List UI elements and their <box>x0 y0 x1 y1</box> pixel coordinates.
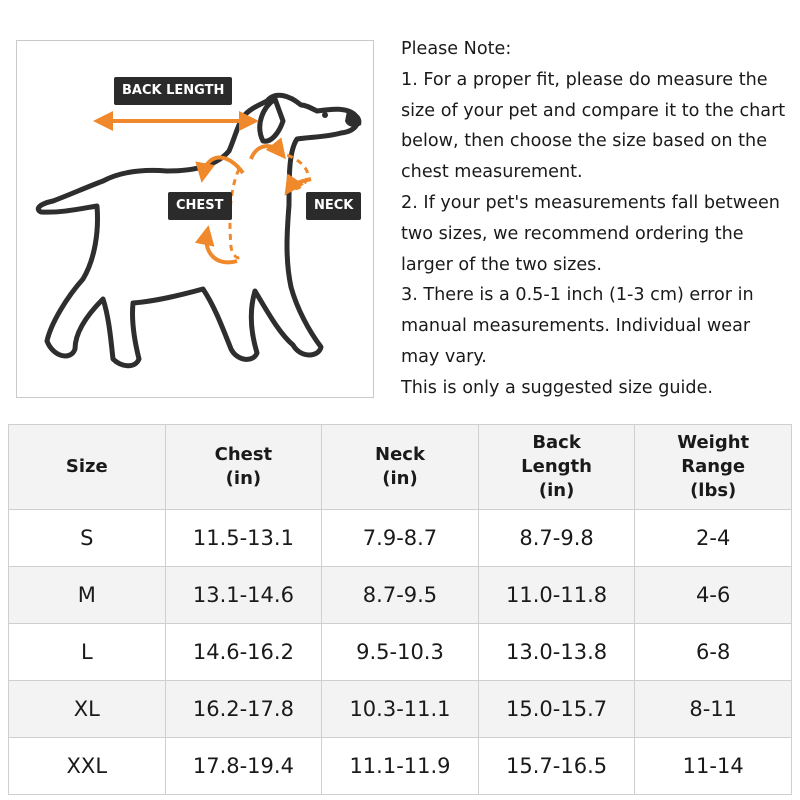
note-line: two sizes, we recommend ordering the <box>401 223 744 244</box>
note-line: larger of the two sizes. <box>401 254 602 275</box>
cell-weight-range: 8-11 <box>635 681 792 738</box>
cell-size: XXL <box>9 738 166 795</box>
size-note <box>401 34 797 404</box>
chest-tag: CHEST <box>168 192 232 220</box>
cell-chest: 14.6-16.2 <box>165 624 322 681</box>
cell-chest: 11.5-13.1 <box>165 510 322 567</box>
cell-size: L <box>9 624 166 681</box>
cell-weight-range: 6-8 <box>635 624 792 681</box>
cell-neck: 7.9-8.7 <box>322 510 479 567</box>
cell-chest: 17.8-19.4 <box>165 738 322 795</box>
back-length-tag: BACK LENGTH <box>114 77 232 105</box>
cell-neck: 8.7-9.5 <box>322 567 479 624</box>
note-line: 1. For a proper fit, please do measure the <box>401 69 768 90</box>
table-row <box>9 567 792 624</box>
cell-back-length: 8.7-9.8 <box>478 510 635 567</box>
table-header-row <box>9 425 792 510</box>
cell-weight-range: 2-4 <box>635 510 792 567</box>
note-line: manual measurements. Individual wear <box>401 316 751 337</box>
dog-measurement-diagram <box>16 40 374 398</box>
cell-chest: 13.1-14.6 <box>165 567 322 624</box>
header-size: Size <box>9 425 166 510</box>
cell-size: S <box>9 510 166 567</box>
header-neck: Neck (in) <box>322 425 479 510</box>
note-line: below, then choose the size based on the <box>401 131 768 152</box>
table-row <box>9 738 792 795</box>
cell-weight-range: 4-6 <box>635 567 792 624</box>
cell-neck: 9.5-10.3 <box>322 624 479 681</box>
header-weight-range: Weight Range (lbs) <box>635 425 792 510</box>
note-line: 3. There is a 0.5-1 inch (1-3 cm) error in <box>401 285 754 306</box>
cell-weight-range: 11-14 <box>635 738 792 795</box>
note-line: This is only a suggested size guide. <box>401 377 713 398</box>
table-row <box>9 624 792 681</box>
cell-back-length: 13.0-13.8 <box>478 624 635 681</box>
neck-tag: NECK <box>306 192 361 220</box>
cell-back-length: 11.0-11.8 <box>478 567 635 624</box>
cell-size: XL <box>9 681 166 738</box>
header-back-length: Back Length (in) <box>478 425 635 510</box>
table-row <box>9 510 792 567</box>
table-row <box>9 681 792 738</box>
cell-neck: 11.1-11.9 <box>322 738 479 795</box>
size-chart-table <box>8 424 792 795</box>
header-chest: Chest (in) <box>165 425 322 510</box>
cell-back-length: 15.0-15.7 <box>478 681 635 738</box>
cell-back-length: 15.7-16.5 <box>478 738 635 795</box>
note-line: 2. If your pet's measurements fall between <box>401 192 780 213</box>
cell-chest: 16.2-17.8 <box>165 681 322 738</box>
cell-size: M <box>9 567 166 624</box>
cell-neck: 10.3-11.1 <box>322 681 479 738</box>
note-line: may vary. <box>401 346 487 367</box>
note-heading: Please Note: <box>401 39 512 59</box>
note-line: size of your pet and compare it to the chart <box>401 100 786 121</box>
note-line: chest measurement. <box>401 162 583 183</box>
